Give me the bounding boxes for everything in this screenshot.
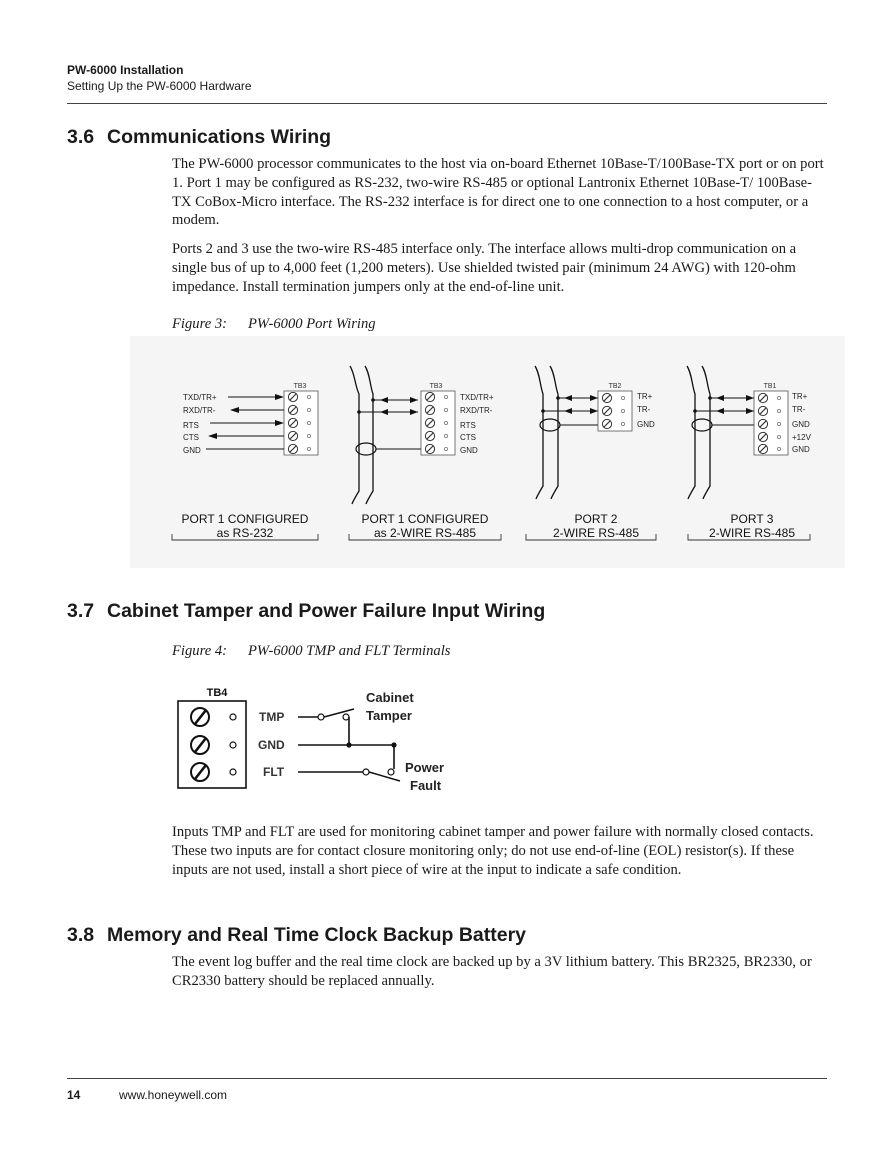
port-caption-line2: 2-WIRE RS-485	[708, 526, 796, 540]
section-title: Memory and Real Time Clock Backup Battery	[107, 924, 527, 946]
pin-label: RTS	[183, 421, 199, 430]
paragraph: The PW-6000 processor communicates to the host via on-board Ethernet 10Base-T/100Base-TX port or on port 1. Port 1 may be configured as RS-232, two-wire RS-485 or optional Lantronix Ethernet 10Base-T/ 100Base-TX CoBox-Micro interface. The RS-232 interface is for direct one to one connection to a host computer, or a modem.	[172, 156, 824, 229]
port-caption-line1: PORT 3	[730, 512, 774, 526]
header-subtitle: Setting Up the PW-6000 Hardware	[67, 79, 252, 93]
figure-caption	[172, 643, 450, 660]
section-heading-3-8	[67, 924, 526, 947]
section-title: Cabinet Tamper and Power Failure Input Wiring	[107, 600, 546, 622]
section-title: Communications Wiring	[107, 126, 332, 148]
fault-label-line1: Power	[405, 760, 445, 775]
pin-label: GND	[792, 445, 810, 454]
tamper-label-line2: Tamper	[366, 708, 412, 723]
pin-label: GND	[460, 446, 478, 455]
terminal-block-label: TB3	[293, 383, 307, 390]
terminal-block-label: TB1	[763, 383, 777, 390]
terminal-block-label: TB4	[206, 687, 228, 699]
section-heading-3-7	[67, 600, 545, 623]
pin-label: GND	[637, 420, 655, 429]
terminal-label: FLT	[263, 765, 285, 779]
port-caption-line2: 2-WIRE RS-485	[552, 526, 640, 540]
terminal-label: TMP	[259, 710, 285, 724]
figure-title: PW-6000 TMP and FLT Terminals	[248, 643, 451, 659]
port-caption-line1: PORT 1 CONFIGURED	[361, 512, 489, 526]
fault-label-line2: Fault	[410, 778, 442, 793]
pin-label: RXD/TR-	[460, 406, 493, 415]
paragraph: The event log buffer and the real time clock are backed up by a 3V lithium battery. This BR2325, BR2330, or CR2330 battery should be replaced annually.	[172, 954, 812, 989]
pin-label: GND	[792, 420, 810, 429]
terminal-label: GND	[258, 738, 285, 752]
pin-label: TR+	[637, 392, 653, 401]
section-heading-3-6	[67, 126, 331, 149]
pin-label: GND	[183, 446, 201, 455]
port-wiring-diagram	[130, 336, 845, 568]
port-wiring-figure	[130, 336, 845, 568]
terminal-block-label: TB3	[429, 383, 443, 390]
pin-label: CTS	[183, 433, 199, 442]
pin-label: CTS	[460, 433, 476, 442]
port-caption-line2: as RS-232	[216, 526, 274, 540]
pin-label: TR+	[792, 392, 808, 401]
tmp-flt-diagram	[170, 680, 470, 804]
header-rule	[67, 103, 827, 104]
page-number: 14	[67, 1088, 81, 1102]
section-number: 3.7	[67, 600, 95, 622]
figure-label: Figure 3:	[172, 316, 227, 332]
pin-label: TR-	[792, 405, 806, 414]
footer-rule	[67, 1078, 827, 1079]
section-number: 3.8	[67, 924, 95, 946]
paragraph: Inputs TMP and FLT are used for monitoring cabinet tamper and power failure with normally closed contacts. These two inputs are for contact closure monitoring only; do not use end-of-line (EOL) resistor(s). If these inputs are not used, install a short piece of wire at the input to indicate a safe condition.	[172, 824, 814, 878]
figure-label: Figure 4:	[172, 643, 227, 659]
paragraph: Ports 2 and 3 use the two-wire RS-485 interface only. The interface allows multi-drop communication on a single bus of up to 4,000 feet (1,200 meters). Use shielded twisted pair (minimum 24 AWG) with 120-ohm impedance. Install termination jumpers only at the end-of-line unit.	[172, 241, 797, 295]
port-caption-line1: PORT 1 CONFIGURED	[181, 512, 309, 526]
header-title: PW-6000 Installation	[67, 63, 184, 77]
tmp-flt-figure	[170, 680, 470, 804]
figure-caption	[172, 316, 376, 333]
pin-label: RTS	[460, 421, 476, 430]
figure-title: PW-6000 Port Wiring	[248, 316, 376, 332]
pin-label: +12V	[792, 433, 811, 442]
port-caption-line1: PORT 2	[574, 512, 618, 526]
pin-label: TXD/TR+	[183, 393, 217, 402]
terminal-block-label: TB2	[608, 383, 622, 390]
footer-url: www.honeywell.com	[119, 1088, 228, 1102]
port-caption-line2: as 2-WIRE RS-485	[373, 526, 477, 540]
section-number: 3.6	[67, 126, 95, 148]
pin-label: RXD/TR-	[183, 406, 216, 415]
pin-label: TXD/TR+	[460, 393, 494, 402]
tamper-label-line1: Cabinet	[366, 690, 414, 705]
pin-label: TR-	[637, 405, 651, 414]
